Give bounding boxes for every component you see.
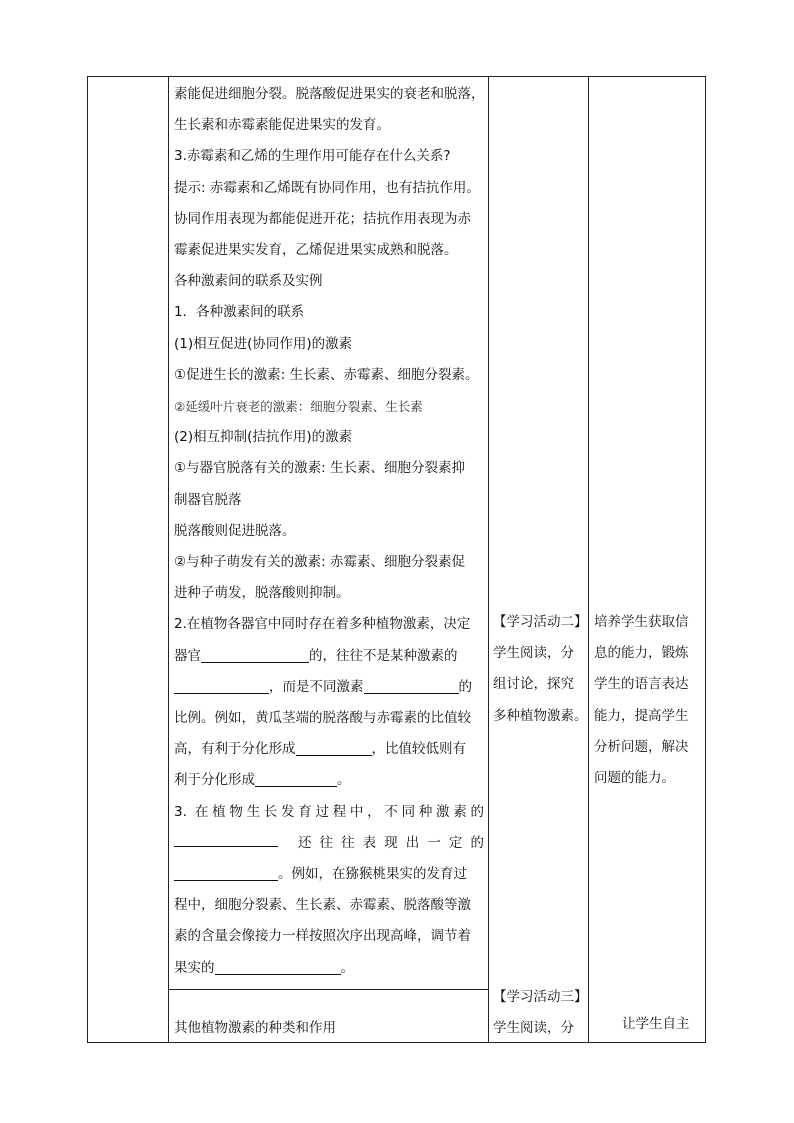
purpose-text: 息的能力，锻炼 bbox=[594, 645, 689, 662]
text-line: 进种子萌发，脱落酸则抑制。 bbox=[174, 585, 350, 602]
text-fragment: 果实的 bbox=[174, 959, 215, 976]
text-line: 素的含量会像接力一样按照次序出现高峰，调节着 bbox=[174, 928, 471, 945]
text-line bbox=[174, 953, 484, 984]
text-line: 3. 在植物生长发育过程中，不同种激素的 bbox=[174, 803, 484, 820]
section-title bbox=[174, 1013, 336, 1044]
text-fragment: 。 bbox=[337, 772, 351, 789]
text-line: 提示: 赤霉素和乙烯既有协同作用，也有拮抗作用。 bbox=[174, 179, 480, 196]
text-fragment: 还往往表现出一定的 bbox=[298, 834, 484, 851]
text-fragment: 器官 bbox=[174, 647, 201, 664]
activity-text: 学生阅读，分 bbox=[493, 1020, 574, 1037]
fill-blank[interactable] bbox=[296, 739, 372, 756]
activity-3 bbox=[493, 982, 588, 1044]
text-fragment: 利于分化形成 bbox=[174, 772, 255, 789]
purpose-text: 培养学生获取信 bbox=[594, 614, 689, 630]
text-line: ②延缓叶片衰老的激素：细胞分裂素、生长素 bbox=[174, 399, 423, 415]
content-column bbox=[174, 79, 484, 984]
text-line: (2)相互抑制(拮抗作用)的激素 bbox=[174, 429, 353, 446]
row-divider bbox=[168, 989, 488, 990]
purpose-3 bbox=[622, 1009, 706, 1040]
lesson-table bbox=[87, 76, 706, 1043]
text-line bbox=[174, 828, 484, 859]
text-line: 3.赤霉素和乙烯的生理作用可能存在什么关系? bbox=[174, 148, 451, 165]
purpose-text: 分析问题，解决 bbox=[594, 738, 689, 755]
text-line bbox=[174, 859, 484, 890]
text-fragment: 。例如，在猕猴桃果实的发育过 bbox=[278, 866, 467, 883]
text-line: 协同作用表现为都能促进开花；拮抗作用表现为赤 bbox=[174, 210, 471, 227]
fill-blank[interactable] bbox=[364, 677, 459, 694]
activity-text: 组讨论，探究 bbox=[493, 676, 574, 693]
fill-blank[interactable] bbox=[174, 677, 269, 694]
purpose-text: 让学生自主 bbox=[622, 1016, 690, 1032]
text-line: ①促进生长的激素: 生长素、赤霉素、细胞分裂素。 bbox=[174, 366, 479, 383]
text-line: 2.在植物各器官中同时存在着多种植物激素，决定 bbox=[174, 616, 471, 633]
section-heading: 各种激素间的联系及实例 bbox=[174, 273, 323, 290]
text-line bbox=[174, 672, 484, 703]
text-line: (1)相互促进(协同作用)的激素 bbox=[174, 335, 353, 352]
text-line: 比例。例如，黄瓜茎端的脱落酸与赤霉素的比值较 bbox=[174, 710, 471, 727]
fill-blank[interactable] bbox=[255, 770, 337, 787]
text-fragment: ，而是不同激素 bbox=[269, 678, 364, 695]
purpose-text: 问题的能力。 bbox=[594, 770, 675, 787]
activity-title: 【学习活动二】 bbox=[493, 614, 588, 630]
activity-text: 学生阅读，分 bbox=[493, 645, 574, 662]
text-line: 素能促进细胞分裂。脱落酸促进果实的衰老和脱落， bbox=[174, 86, 485, 102]
text-line bbox=[174, 734, 484, 765]
text-line bbox=[174, 641, 484, 672]
text-line: ②与种子萌发有关的激素: 赤霉素、细胞分裂素促 bbox=[174, 554, 465, 571]
text-fragment: 的 bbox=[458, 678, 472, 695]
fill-blank[interactable] bbox=[174, 830, 278, 847]
fill-blank[interactable] bbox=[174, 864, 278, 881]
fill-blank[interactable] bbox=[215, 958, 341, 975]
text-fragment: ，比值较低则有 bbox=[371, 741, 466, 758]
activity-text: 多种植物激素。 bbox=[493, 707, 588, 724]
text-fragment: 的，往往不是某种激素的 bbox=[309, 647, 458, 664]
text-line: 脱落酸则促进脱落。 bbox=[174, 522, 296, 539]
text-fragment: 。 bbox=[340, 959, 354, 976]
column-divider bbox=[588, 77, 589, 1042]
activity-2 bbox=[493, 607, 588, 732]
text-line: 程中，细胞分裂素、生长素、赤霉素、脱落酸等激 bbox=[174, 897, 471, 914]
text-line: 霉素促进果实发育，乙烯促进果实成熟和脱落。 bbox=[174, 242, 458, 259]
text-line: 1．各种激素间的联系 bbox=[174, 304, 305, 321]
text-line: 制器官脱落 bbox=[174, 491, 242, 508]
text-line bbox=[174, 765, 484, 796]
column-divider bbox=[168, 77, 169, 1042]
text-fragment: 高，有利于分化形成 bbox=[174, 741, 296, 758]
text-line: ①与器官脱落有关的激素: 生长素、细胞分裂素抑 bbox=[174, 460, 465, 477]
activity-title: 【学习活动三】 bbox=[493, 989, 588, 1005]
purpose-text: 能力，提高学生 bbox=[594, 707, 689, 724]
column-divider bbox=[488, 77, 489, 1042]
purpose-text: 学生的语言表达 bbox=[594, 676, 689, 693]
bottom-title: 其他植物激素的种类和作用 bbox=[174, 1020, 336, 1036]
purpose-2 bbox=[594, 607, 706, 794]
text-line: 生长素和赤霉素能促进果实的发育。 bbox=[174, 117, 390, 134]
fill-blank[interactable] bbox=[201, 646, 309, 663]
